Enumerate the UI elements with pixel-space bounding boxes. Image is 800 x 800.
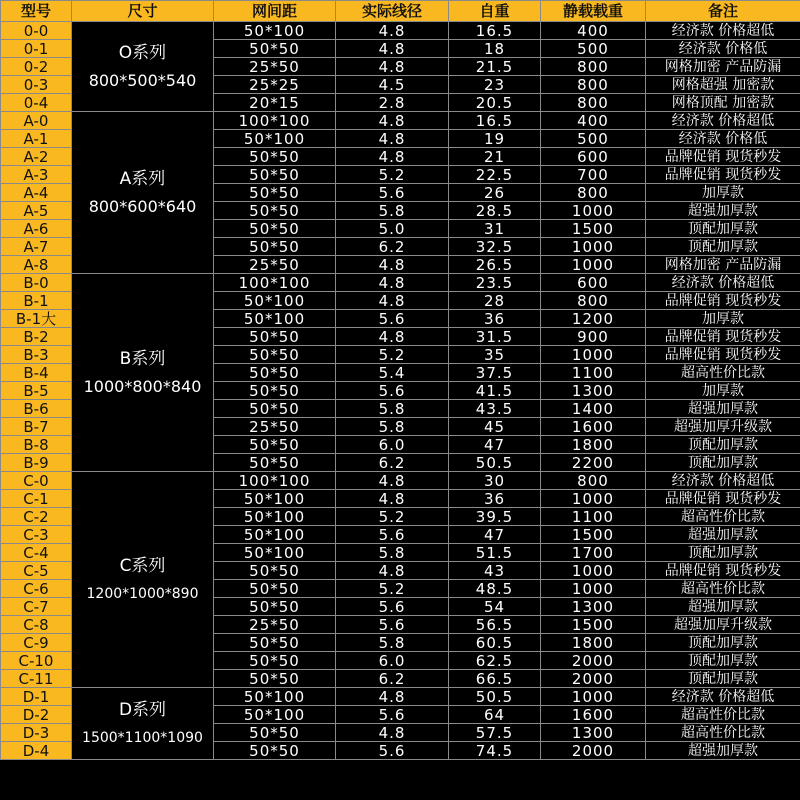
- static-load-cell: 1800: [541, 436, 646, 454]
- wire-diameter-cell: 6.2: [336, 238, 449, 256]
- self-weight-cell: 31.5: [449, 328, 541, 346]
- self-weight-cell: 50.5: [449, 454, 541, 472]
- mesh-spacing-cell: 25*50: [214, 256, 336, 274]
- table-body: [1, 22, 800, 760]
- model-cell: 0-0: [1, 22, 72, 40]
- remarks-cell: 超高性价比款: [646, 724, 800, 742]
- static-load-cell: 900: [541, 328, 646, 346]
- static-load-cell: 1100: [541, 508, 646, 526]
- wire-diameter-cell: 5.8: [336, 634, 449, 652]
- remarks-cell: 品牌促销 现货秒发: [646, 562, 800, 580]
- model-cell: B-5: [1, 382, 72, 400]
- mesh-spacing-cell: 50*50: [214, 436, 336, 454]
- model-cell: C-0: [1, 472, 72, 490]
- self-weight-cell: 22.5: [449, 166, 541, 184]
- model-cell: A-2: [1, 148, 72, 166]
- series-cell: [72, 688, 214, 760]
- wire-diameter-cell: 5.6: [336, 616, 449, 634]
- model-cell: A-4: [1, 184, 72, 202]
- mesh-spacing-cell: 50*100: [214, 490, 336, 508]
- static-load-cell: 1700: [541, 544, 646, 562]
- self-weight-cell: 21.5: [449, 58, 541, 76]
- static-load-cell: 800: [541, 292, 646, 310]
- self-weight-cell: 39.5: [449, 508, 541, 526]
- mesh-spacing-cell: 50*100: [214, 508, 336, 526]
- model-cell: C-11: [1, 670, 72, 688]
- wire-diameter-cell: 5.6: [336, 382, 449, 400]
- mesh-spacing-cell: 50*50: [214, 166, 336, 184]
- self-weight-cell: 30: [449, 472, 541, 490]
- series-size: 800*600*640: [88, 196, 197, 216]
- mesh-spacing-cell: 25*50: [214, 616, 336, 634]
- mesh-spacing-cell: 50*50: [214, 364, 336, 382]
- series-size: 1200*1000*890: [86, 585, 199, 602]
- self-weight-cell: 54: [449, 598, 541, 616]
- wire-diameter-cell: 6.0: [336, 652, 449, 670]
- mesh-spacing-cell: 50*50: [214, 724, 336, 742]
- model-cell: 0-2: [1, 58, 72, 76]
- model-cell: B-1: [1, 292, 72, 310]
- model-cell: C-2: [1, 508, 72, 526]
- static-load-cell: 800: [541, 58, 646, 76]
- static-load-cell: 2200: [541, 454, 646, 472]
- wire-diameter-cell: 5.6: [336, 598, 449, 616]
- model-cell: D-3: [1, 724, 72, 742]
- model-cell: C-8: [1, 616, 72, 634]
- self-weight-cell: 74.5: [449, 742, 541, 760]
- mesh-spacing-cell: 50*50: [214, 580, 336, 598]
- self-weight-cell: 28.5: [449, 202, 541, 220]
- wire-diameter-cell: 5.2: [336, 580, 449, 598]
- series-cell: [72, 112, 214, 274]
- remarks-cell: 顶配加厚款: [646, 436, 800, 454]
- remarks-cell: 顶配加厚款: [646, 670, 800, 688]
- static-load-cell: 400: [541, 112, 646, 130]
- wire-diameter-cell: 5.6: [336, 742, 449, 760]
- wire-diameter-cell: 5.8: [336, 418, 449, 436]
- static-load-cell: 1000: [541, 490, 646, 508]
- wire-diameter-cell: 5.8: [336, 202, 449, 220]
- series-name: A系列: [119, 168, 166, 189]
- wire-diameter-cell: 4.8: [336, 688, 449, 706]
- model-cell: C-5: [1, 562, 72, 580]
- remarks-cell: 网格加密 产品防漏: [646, 58, 800, 76]
- self-weight-cell: 32.5: [449, 238, 541, 256]
- series-size: 800*500*540: [88, 70, 197, 90]
- remarks-cell: 经济款 价格低: [646, 130, 800, 148]
- wire-diameter-cell: 5.4: [336, 364, 449, 382]
- mesh-spacing-cell: 50*100: [214, 526, 336, 544]
- remarks-cell: 超高性价比款: [646, 580, 800, 598]
- remarks-cell: 网格加密 产品防漏: [646, 256, 800, 274]
- model-cell: C-6: [1, 580, 72, 598]
- self-weight-cell: 45: [449, 418, 541, 436]
- mesh-spacing-cell: 50*100: [214, 310, 336, 328]
- mesh-spacing-cell: 50*50: [214, 220, 336, 238]
- model-cell: B-2: [1, 328, 72, 346]
- remarks-cell: 经济款 价格超低: [646, 112, 800, 130]
- mesh-spacing-cell: 25*50: [214, 58, 336, 76]
- wire-diameter-cell: 4.8: [336, 22, 449, 40]
- mesh-spacing-cell: 50*50: [214, 454, 336, 472]
- static-load-cell: 1000: [541, 202, 646, 220]
- wire-diameter-cell: 5.8: [336, 400, 449, 418]
- remarks-cell: 经济款 价格超低: [646, 22, 800, 40]
- mesh-spacing-cell: 50*50: [214, 562, 336, 580]
- self-weight-cell: 26: [449, 184, 541, 202]
- remarks-cell: 经济款 价格超低: [646, 274, 800, 292]
- model-cell: B-1大: [1, 310, 72, 328]
- self-weight-cell: 31: [449, 220, 541, 238]
- static-load-cell: 2000: [541, 742, 646, 760]
- remarks-cell: 品牌促销 现货秒发: [646, 166, 800, 184]
- model-cell: 0-3: [1, 76, 72, 94]
- mesh-spacing-cell: 100*100: [214, 274, 336, 292]
- series-name: D系列: [118, 699, 167, 720]
- static-load-cell: 1600: [541, 418, 646, 436]
- remarks-cell: 超强加厚升级款: [646, 418, 800, 436]
- remarks-cell: 超强加厚款: [646, 526, 800, 544]
- wire-diameter-cell: 6.2: [336, 670, 449, 688]
- mesh-spacing-cell: 50*50: [214, 634, 336, 652]
- static-load-cell: 1300: [541, 724, 646, 742]
- remarks-cell: 超强加厚款: [646, 400, 800, 418]
- model-cell: 0-4: [1, 94, 72, 112]
- wire-diameter-cell: 4.8: [336, 562, 449, 580]
- remarks-cell: 加厚款: [646, 184, 800, 202]
- model-cell: A-8: [1, 256, 72, 274]
- wire-diameter-cell: 4.5: [336, 76, 449, 94]
- header-static-load: 静载载重: [541, 1, 646, 22]
- static-load-cell: 1600: [541, 706, 646, 724]
- self-weight-cell: 36: [449, 490, 541, 508]
- self-weight-cell: 26.5: [449, 256, 541, 274]
- remarks-cell: 顶配加厚款: [646, 238, 800, 256]
- wire-diameter-cell: 5.0: [336, 220, 449, 238]
- series-name: C系列: [119, 555, 166, 576]
- static-load-cell: 600: [541, 148, 646, 166]
- mesh-spacing-cell: 50*50: [214, 238, 336, 256]
- self-weight-cell: 56.5: [449, 616, 541, 634]
- model-cell: D-1: [1, 688, 72, 706]
- mesh-spacing-cell: 50*50: [214, 184, 336, 202]
- remarks-cell: 网格超强 加密款: [646, 76, 800, 94]
- series-cell: [72, 274, 214, 472]
- wire-diameter-cell: 5.6: [336, 184, 449, 202]
- self-weight-cell: 18: [449, 40, 541, 58]
- remarks-cell: 顶配加厚款: [646, 652, 800, 670]
- model-cell: A-1: [1, 130, 72, 148]
- self-weight-cell: 37.5: [449, 364, 541, 382]
- model-cell: D-4: [1, 742, 72, 760]
- self-weight-cell: 51.5: [449, 544, 541, 562]
- table-row: [1, 274, 800, 292]
- table-row: [1, 688, 800, 706]
- remarks-cell: 超高性价比款: [646, 508, 800, 526]
- wire-diameter-cell: 5.8: [336, 544, 449, 562]
- mesh-spacing-cell: 50*100: [214, 130, 336, 148]
- model-cell: B-9: [1, 454, 72, 472]
- remarks-cell: 超高性价比款: [646, 706, 800, 724]
- wire-diameter-cell: 5.2: [336, 346, 449, 364]
- series-name: O系列: [118, 42, 167, 63]
- wire-diameter-cell: 4.8: [336, 274, 449, 292]
- mesh-spacing-cell: 50*50: [214, 202, 336, 220]
- static-load-cell: 600: [541, 274, 646, 292]
- wire-diameter-cell: 5.2: [336, 166, 449, 184]
- self-weight-cell: 50.5: [449, 688, 541, 706]
- mesh-spacing-cell: 50*100: [214, 544, 336, 562]
- static-load-cell: 1500: [541, 220, 646, 238]
- static-load-cell: 1800: [541, 634, 646, 652]
- mesh-spacing-cell: 50*50: [214, 400, 336, 418]
- wire-diameter-cell: 5.6: [336, 526, 449, 544]
- header-remarks: 备注: [646, 1, 800, 22]
- header-wire-diameter: 实际线径: [336, 1, 449, 22]
- static-load-cell: 500: [541, 130, 646, 148]
- series-cell: [72, 22, 214, 112]
- static-load-cell: 1100: [541, 364, 646, 382]
- model-cell: C-4: [1, 544, 72, 562]
- wire-diameter-cell: 6.2: [336, 454, 449, 472]
- mesh-spacing-cell: 25*50: [214, 418, 336, 436]
- self-weight-cell: 60.5: [449, 634, 541, 652]
- model-cell: B-3: [1, 346, 72, 364]
- series-size: 1500*1100*1090: [82, 729, 203, 746]
- header-mesh-spacing: 网间距: [214, 1, 336, 22]
- static-load-cell: 1500: [541, 526, 646, 544]
- header-row: [1, 1, 800, 22]
- wire-diameter-cell: 4.8: [336, 724, 449, 742]
- static-load-cell: 700: [541, 166, 646, 184]
- remarks-cell: 品牌促销 现货秒发: [646, 346, 800, 364]
- mesh-spacing-cell: 50*50: [214, 148, 336, 166]
- self-weight-cell: 20.5: [449, 94, 541, 112]
- static-load-cell: 2000: [541, 670, 646, 688]
- mesh-spacing-cell: 50*100: [214, 292, 336, 310]
- mesh-spacing-cell: 50*50: [214, 670, 336, 688]
- static-load-cell: 800: [541, 94, 646, 112]
- static-load-cell: 400: [541, 22, 646, 40]
- mesh-spacing-cell: 50*100: [214, 706, 336, 724]
- mesh-spacing-cell: 50*50: [214, 40, 336, 58]
- wire-diameter-cell: 4.8: [336, 58, 449, 76]
- self-weight-cell: 66.5: [449, 670, 541, 688]
- wire-diameter-cell: 4.8: [336, 130, 449, 148]
- static-load-cell: 800: [541, 472, 646, 490]
- static-load-cell: 500: [541, 40, 646, 58]
- remarks-cell: 超强加厚升级款: [646, 616, 800, 634]
- mesh-spacing-cell: 100*100: [214, 112, 336, 130]
- static-load-cell: 1000: [541, 580, 646, 598]
- remarks-cell: 顶配加厚款: [646, 544, 800, 562]
- series-size: 1000*800*840: [83, 376, 202, 396]
- self-weight-cell: 47: [449, 526, 541, 544]
- header-self-weight: 自重: [449, 1, 541, 22]
- self-weight-cell: 21: [449, 148, 541, 166]
- remarks-cell: 顶配加厚款: [646, 634, 800, 652]
- mesh-spacing-cell: 50*50: [214, 382, 336, 400]
- remarks-cell: 经济款 价格低: [646, 40, 800, 58]
- model-cell: B-7: [1, 418, 72, 436]
- model-cell: A-6: [1, 220, 72, 238]
- wire-diameter-cell: 6.0: [336, 436, 449, 454]
- self-weight-cell: 35: [449, 346, 541, 364]
- static-load-cell: 1000: [541, 238, 646, 256]
- remarks-cell: 顶配加厚款: [646, 454, 800, 472]
- remarks-cell: 品牌促销 现货秒发: [646, 292, 800, 310]
- remarks-cell: 超强加厚款: [646, 598, 800, 616]
- wire-diameter-cell: 4.8: [336, 148, 449, 166]
- mesh-spacing-cell: 20*15: [214, 94, 336, 112]
- model-cell: C-3: [1, 526, 72, 544]
- model-cell: B-0: [1, 274, 72, 292]
- wire-diameter-cell: 4.8: [336, 40, 449, 58]
- static-load-cell: 800: [541, 76, 646, 94]
- self-weight-cell: 43: [449, 562, 541, 580]
- static-load-cell: 1300: [541, 598, 646, 616]
- mesh-spacing-cell: 50*50: [214, 742, 336, 760]
- self-weight-cell: 19: [449, 130, 541, 148]
- self-weight-cell: 23: [449, 76, 541, 94]
- self-weight-cell: 57.5: [449, 724, 541, 742]
- model-cell: A-0: [1, 112, 72, 130]
- header-size: 尺寸: [72, 1, 214, 22]
- remarks-cell: 顶配加厚款: [646, 220, 800, 238]
- remarks-cell: 超高性价比款: [646, 364, 800, 382]
- self-weight-cell: 64: [449, 706, 541, 724]
- table-row: [1, 112, 800, 130]
- static-load-cell: 1000: [541, 256, 646, 274]
- model-cell: B-4: [1, 364, 72, 382]
- remarks-cell: 品牌促销 现货秒发: [646, 328, 800, 346]
- remarks-cell: 经济款 价格超低: [646, 688, 800, 706]
- static-load-cell: 1000: [541, 346, 646, 364]
- remarks-cell: 品牌促销 现货秒发: [646, 490, 800, 508]
- remarks-cell: 品牌促销 现货秒发: [646, 148, 800, 166]
- header-model: 型号: [1, 1, 72, 22]
- mesh-spacing-cell: 50*50: [214, 346, 336, 364]
- mesh-spacing-cell: 50*50: [214, 652, 336, 670]
- wire-diameter-cell: 5.2: [336, 508, 449, 526]
- remarks-cell: 网格顶配 加密款: [646, 94, 800, 112]
- wire-diameter-cell: 4.8: [336, 472, 449, 490]
- model-cell: C-9: [1, 634, 72, 652]
- self-weight-cell: 16.5: [449, 22, 541, 40]
- remarks-cell: 超强加厚款: [646, 742, 800, 760]
- remarks-cell: 加厚款: [646, 310, 800, 328]
- model-cell: A-3: [1, 166, 72, 184]
- self-weight-cell: 43.5: [449, 400, 541, 418]
- table-row: [1, 472, 800, 490]
- model-cell: D-2: [1, 706, 72, 724]
- wire-diameter-cell: 4.8: [336, 292, 449, 310]
- static-load-cell: 2000: [541, 652, 646, 670]
- model-cell: C-10: [1, 652, 72, 670]
- model-cell: B-6: [1, 400, 72, 418]
- wire-diameter-cell: 4.8: [336, 112, 449, 130]
- wire-diameter-cell: 5.6: [336, 706, 449, 724]
- wire-diameter-cell: 4.8: [336, 328, 449, 346]
- mesh-spacing-cell: 50*50: [214, 328, 336, 346]
- static-load-cell: 1500: [541, 616, 646, 634]
- remarks-cell: 加厚款: [646, 382, 800, 400]
- mesh-spacing-cell: 50*50: [214, 598, 336, 616]
- mesh-spacing-cell: 50*100: [214, 22, 336, 40]
- series-cell: [72, 472, 214, 688]
- static-load-cell: 1400: [541, 400, 646, 418]
- series-name: B系列: [119, 348, 166, 369]
- self-weight-cell: 36: [449, 310, 541, 328]
- table-row: [1, 22, 800, 40]
- wire-diameter-cell: 4.8: [336, 256, 449, 274]
- wire-diameter-cell: 4.8: [336, 490, 449, 508]
- mesh-spacing-cell: 25*25: [214, 76, 336, 94]
- static-load-cell: 1000: [541, 562, 646, 580]
- self-weight-cell: 16.5: [449, 112, 541, 130]
- static-load-cell: 800: [541, 184, 646, 202]
- static-load-cell: 1200: [541, 310, 646, 328]
- self-weight-cell: 28: [449, 292, 541, 310]
- model-cell: B-8: [1, 436, 72, 454]
- wire-diameter-cell: 2.8: [336, 94, 449, 112]
- self-weight-cell: 48.5: [449, 580, 541, 598]
- self-weight-cell: 41.5: [449, 382, 541, 400]
- static-load-cell: 1300: [541, 382, 646, 400]
- wire-diameter-cell: 5.6: [336, 310, 449, 328]
- static-load-cell: 1000: [541, 688, 646, 706]
- model-cell: A-5: [1, 202, 72, 220]
- remarks-cell: 超强加厚款: [646, 202, 800, 220]
- self-weight-cell: 23.5: [449, 274, 541, 292]
- self-weight-cell: 62.5: [449, 652, 541, 670]
- self-weight-cell: 47: [449, 436, 541, 454]
- remarks-cell: 经济款 价格超低: [646, 472, 800, 490]
- model-cell: C-7: [1, 598, 72, 616]
- model-cell: A-7: [1, 238, 72, 256]
- model-cell: C-1: [1, 490, 72, 508]
- model-cell: 0-1: [1, 40, 72, 58]
- mesh-spacing-cell: 100*100: [214, 472, 336, 490]
- mesh-spacing-cell: 50*100: [214, 688, 336, 706]
